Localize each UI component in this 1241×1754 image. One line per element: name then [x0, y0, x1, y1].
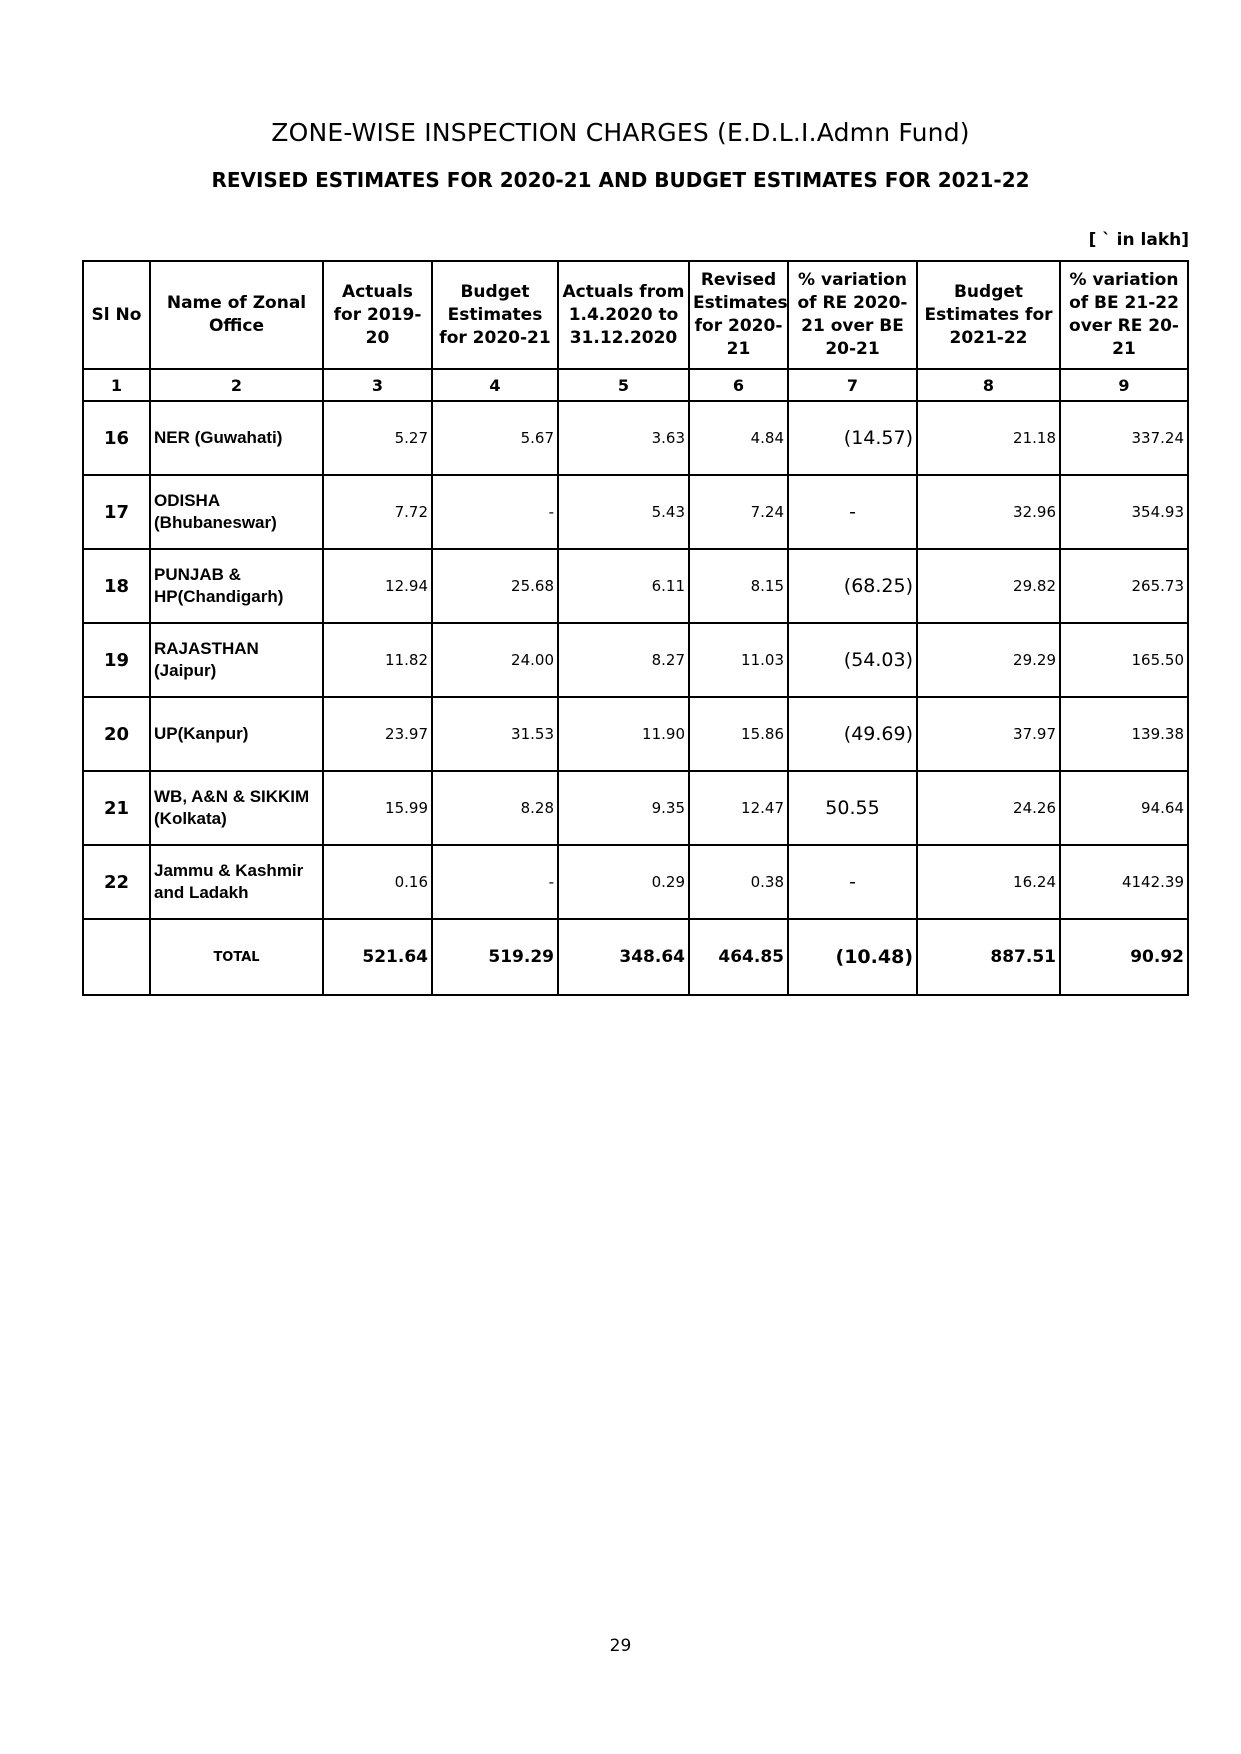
column-number: 8	[917, 369, 1060, 401]
var-re-be-cell: -	[788, 475, 917, 549]
var-be-re-cell: 265.73	[1060, 549, 1188, 623]
header-be-2020-21: Budget Estimates for 2020-21	[432, 261, 558, 369]
sl-no-cell: 17	[83, 475, 150, 549]
total-be-2020-21: 519.29	[432, 919, 558, 995]
column-number: 7	[788, 369, 917, 401]
be-2021-22-cell: 37.97	[917, 697, 1060, 771]
re-2020-21-cell: 12.47	[689, 771, 788, 845]
var-be-re-cell: 165.50	[1060, 623, 1188, 697]
re-2020-21-cell: 4.84	[689, 401, 788, 475]
zone-name-cell: Jammu & Kashmir and Ladakh	[150, 845, 323, 919]
zone-name-cell: UP(Kanpur)	[150, 697, 323, 771]
zone-name-cell: ODISHA (Bhubaneswar)	[150, 475, 323, 549]
be-2020-21-cell: -	[432, 845, 558, 919]
actuals-2019-20-cell: 11.82	[323, 623, 432, 697]
table-row	[83, 697, 1188, 771]
table-row	[83, 845, 1188, 919]
sl-no-cell: 20	[83, 697, 150, 771]
re-2020-21-cell: 7.24	[689, 475, 788, 549]
total-sl-empty-cell	[83, 919, 150, 995]
header-sl-no: Sl No	[83, 261, 150, 369]
sl-no-cell: 19	[83, 623, 150, 697]
actuals-2019-20-cell: 7.72	[323, 475, 432, 549]
zone-name-cell: NER (Guwahati)	[150, 401, 323, 475]
page-number: 29	[609, 1636, 632, 1656]
total-var-be-re: 90.92	[1060, 919, 1188, 995]
re-2020-21-cell: 15.86	[689, 697, 788, 771]
var-re-be-cell: (68.25)	[788, 549, 917, 623]
column-number: 5	[558, 369, 689, 401]
zone-name-cell: RAJASTHAN (Jaipur)	[150, 623, 323, 697]
total-re-2020-21: 464.85	[689, 919, 788, 995]
header-actuals-2019-20: Actuals for 2019-20	[323, 261, 432, 369]
var-be-re-cell: 354.93	[1060, 475, 1188, 549]
header-re-2020-21: Revised Estimates for 2020-21	[689, 261, 788, 369]
column-number-row	[83, 369, 1188, 401]
header-row	[83, 261, 1188, 369]
actuals-apr-dec-cell: 3.63	[558, 401, 689, 475]
actuals-apr-dec-cell: 5.43	[558, 475, 689, 549]
actuals-apr-dec-cell: 6.11	[558, 549, 689, 623]
sl-no-cell: 22	[83, 845, 150, 919]
var-re-be-cell: -	[788, 845, 917, 919]
be-2020-21-cell: -	[432, 475, 558, 549]
column-number: 4	[432, 369, 558, 401]
be-2021-22-cell: 32.96	[917, 475, 1060, 549]
be-2020-21-cell: 31.53	[432, 697, 558, 771]
column-number: 9	[1060, 369, 1188, 401]
header-var-be-re: % variation of BE 21-22 over RE 20-21	[1060, 261, 1188, 369]
actuals-apr-dec-cell: 8.27	[558, 623, 689, 697]
be-2020-21-cell: 5.67	[432, 401, 558, 475]
be-2021-22-cell: 16.24	[917, 845, 1060, 919]
actuals-2019-20-cell: 15.99	[323, 771, 432, 845]
actuals-2019-20-cell: 23.97	[323, 697, 432, 771]
actuals-apr-dec-cell: 0.29	[558, 845, 689, 919]
column-number: 3	[323, 369, 432, 401]
header-var-re-be: % variation of RE 2020-21 over BE 20-21	[788, 261, 917, 369]
var-re-be-cell: (49.69)	[788, 697, 917, 771]
sl-no-cell: 18	[83, 549, 150, 623]
var-re-be-cell: (14.57)	[788, 401, 917, 475]
be-2021-22-cell: 21.18	[917, 401, 1060, 475]
re-2020-21-cell: 11.03	[689, 623, 788, 697]
table-row	[83, 549, 1188, 623]
sl-no-cell: 21	[83, 771, 150, 845]
var-re-be-cell: (54.03)	[788, 623, 917, 697]
be-2020-21-cell: 8.28	[432, 771, 558, 845]
var-be-re-cell: 94.64	[1060, 771, 1188, 845]
total-actuals-2019-20: 521.64	[323, 919, 432, 995]
table-row	[83, 623, 1188, 697]
actuals-2019-20-cell: 0.16	[323, 845, 432, 919]
actuals-apr-dec-cell: 11.90	[558, 697, 689, 771]
var-be-re-cell: 139.38	[1060, 697, 1188, 771]
var-be-re-cell: 337.24	[1060, 401, 1188, 475]
be-2020-21-cell: 24.00	[432, 623, 558, 697]
var-be-re-cell: 4142.39	[1060, 845, 1188, 919]
total-row	[83, 919, 1188, 995]
column-number: 6	[689, 369, 788, 401]
actuals-2019-20-cell: 12.94	[323, 549, 432, 623]
be-2021-22-cell: 29.82	[917, 549, 1060, 623]
column-number: 2	[150, 369, 323, 401]
total-actuals-apr-dec: 348.64	[558, 919, 689, 995]
re-2020-21-cell: 8.15	[689, 549, 788, 623]
actuals-2019-20-cell: 5.27	[323, 401, 432, 475]
table-row	[83, 771, 1188, 845]
zone-name-cell: PUNJAB & HP(Chandigarh)	[150, 549, 323, 623]
be-2021-22-cell: 24.26	[917, 771, 1060, 845]
be-2020-21-cell: 25.68	[432, 549, 558, 623]
header-be-2021-22: Budget Estimates for 2021-22	[917, 261, 1060, 369]
total-be-2021-22: 887.51	[917, 919, 1060, 995]
total-label: TOTAL	[150, 919, 323, 995]
var-re-be-cell: 50.55	[788, 771, 917, 845]
zone-name-cell: WB, A&N & SIKKIM (Kolkata)	[150, 771, 323, 845]
table-row	[83, 401, 1188, 475]
inspection-charges-table	[82, 260, 1189, 996]
sl-no-cell: 16	[83, 401, 150, 475]
page-title: ZONE-WISE INSPECTION CHARGES (E.D.L.I.Admn Fund)	[271, 118, 970, 147]
table-row	[83, 475, 1188, 549]
total-var-re-be: (10.48)	[788, 919, 917, 995]
page-subtitle: REVISED ESTIMATES FOR 2020-21 AND BUDGET ESTIMATES FOR 2021-22	[211, 168, 1030, 192]
unit-note: [ ` in lakh]	[1088, 230, 1189, 250]
column-number: 1	[83, 369, 150, 401]
header-zonal-office: Name of Zonal Office	[150, 261, 323, 369]
actuals-apr-dec-cell: 9.35	[558, 771, 689, 845]
header-actuals-apr-dec: Actuals from 1.4.2020 to 31.12.2020	[558, 261, 689, 369]
be-2021-22-cell: 29.29	[917, 623, 1060, 697]
re-2020-21-cell: 0.38	[689, 845, 788, 919]
